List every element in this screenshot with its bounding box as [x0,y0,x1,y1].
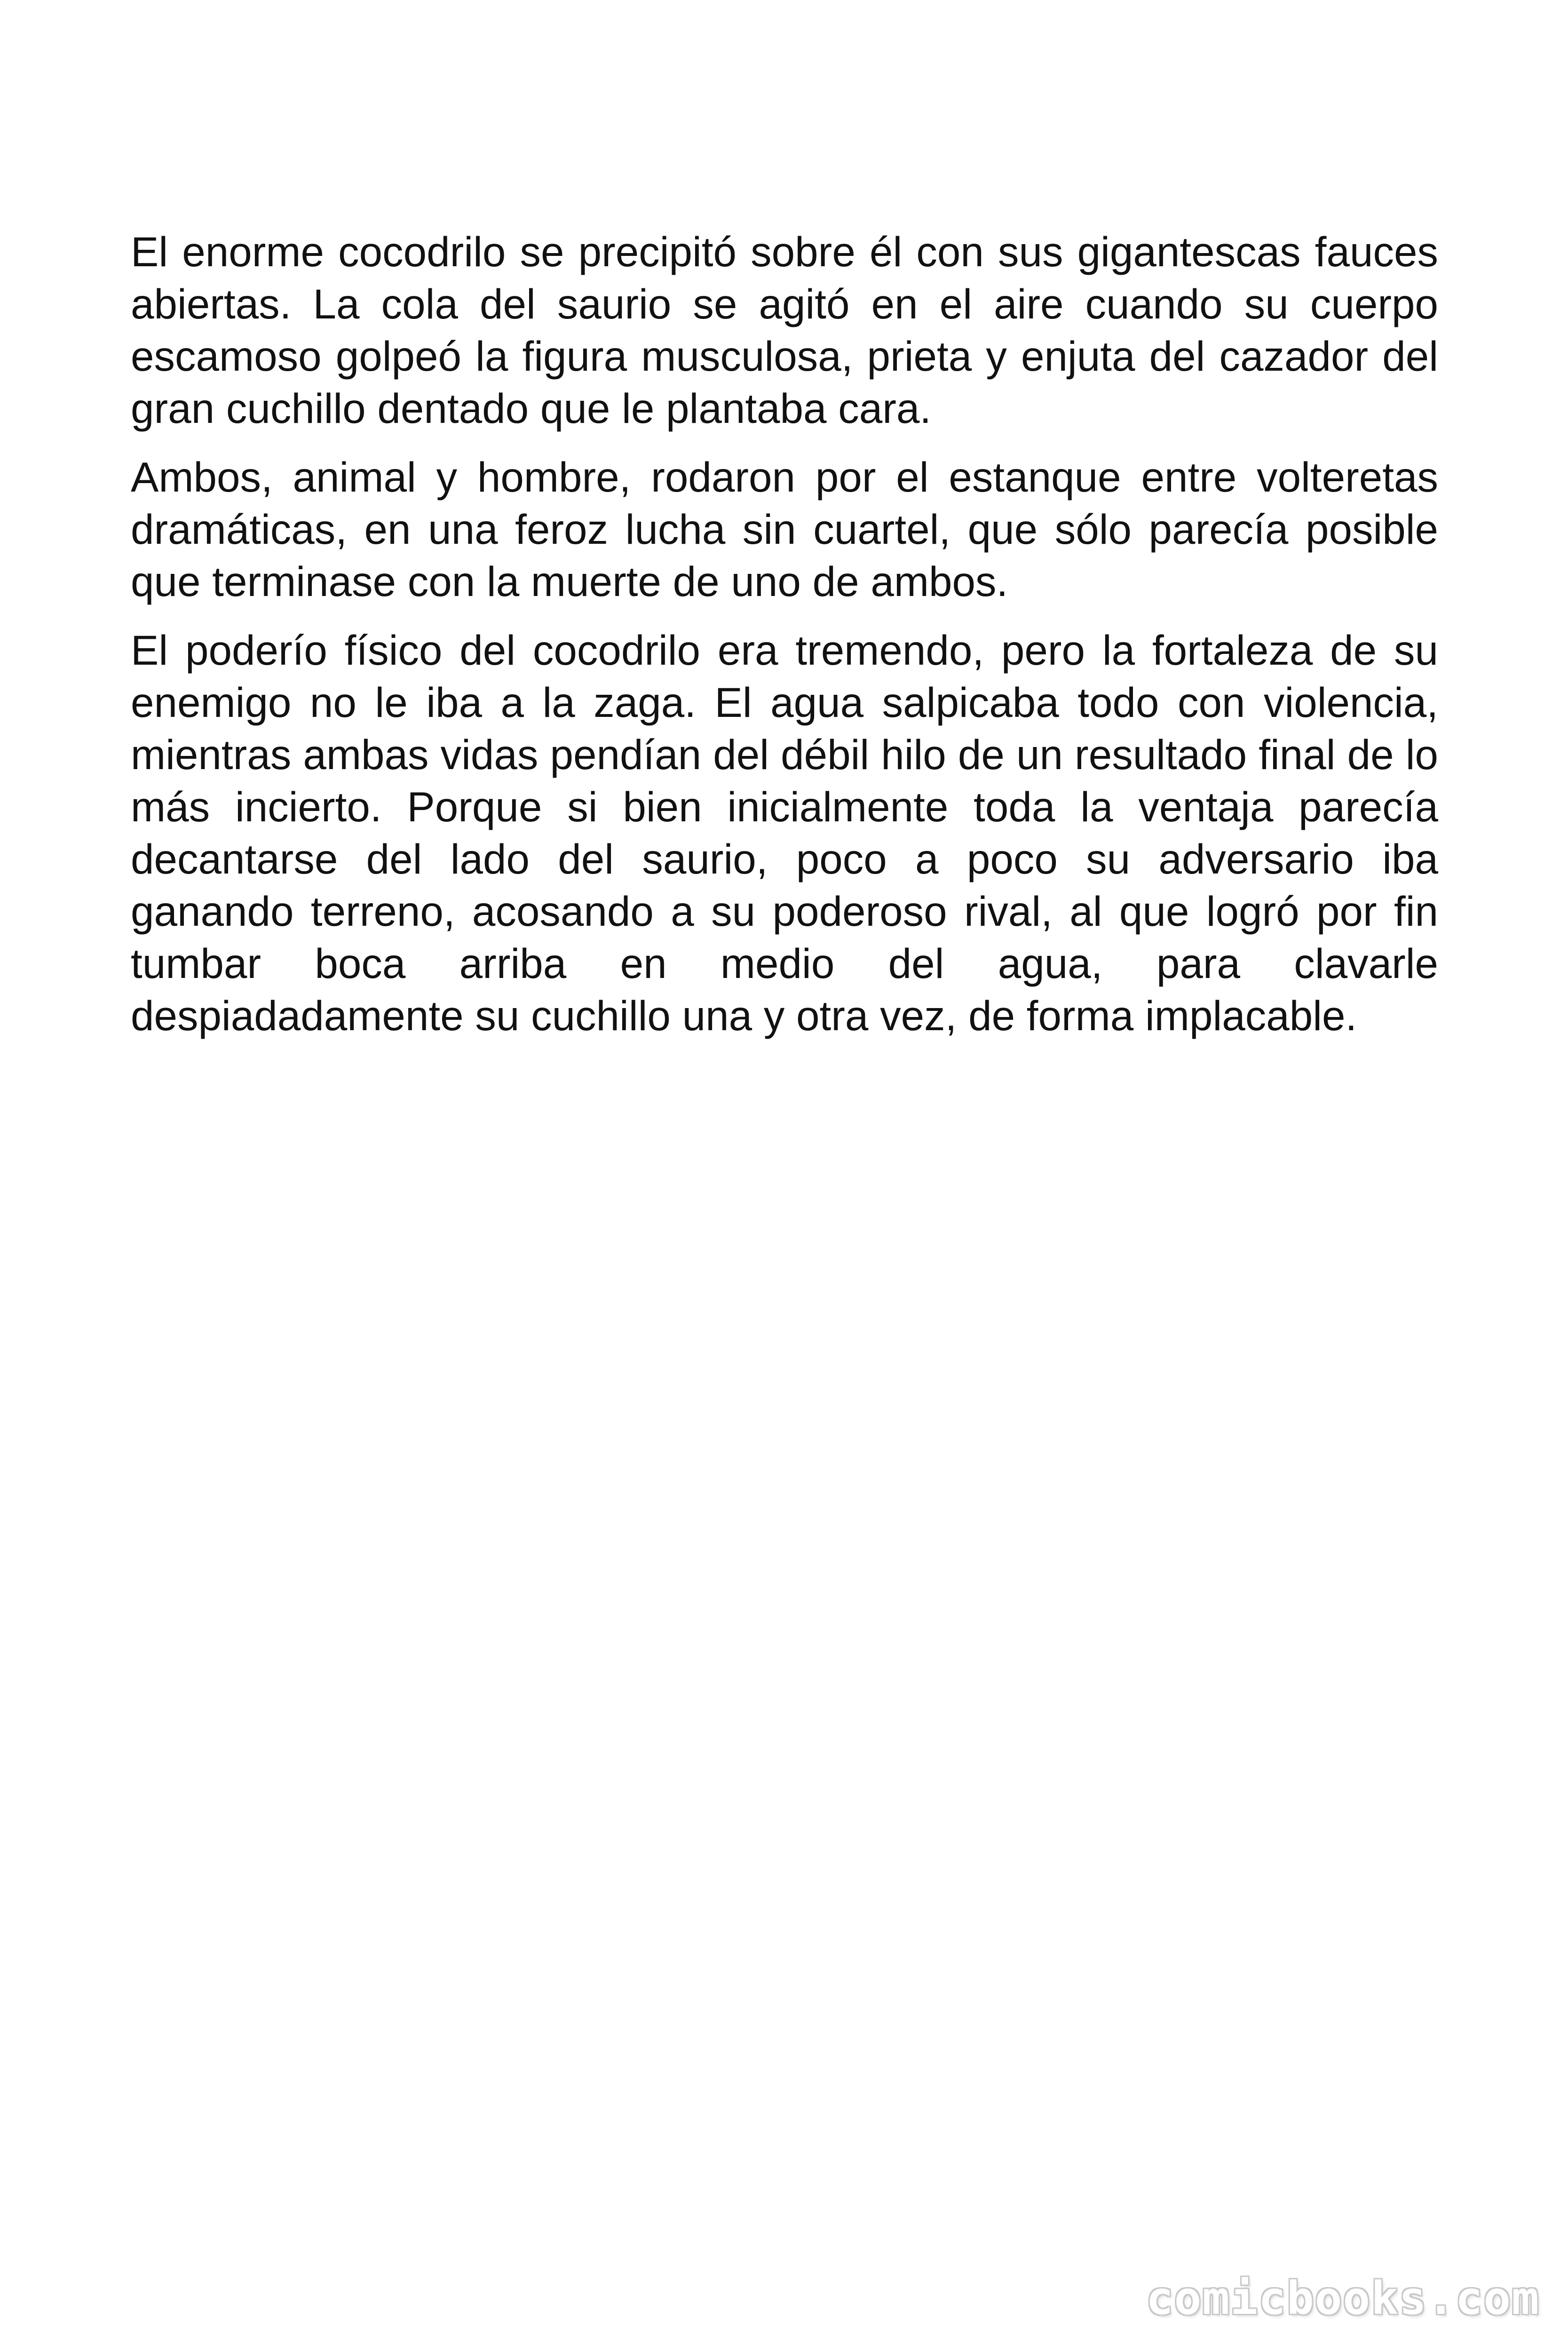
paragraph-1: El enorme cocodrilo se precipitó sobre él con sus gigantescas fauces abiertas. La cola del saurio se agitó en el aire cuando su cuerpo escamoso golpeó la figura musculosa, prieta y enjuta del cazador del gran cuchillo dentado que le plantaba cara. [131,228,1438,432]
watermark-logo: comicbooks.com [1146,2272,1540,2325]
paragraph-3: El poderío físico del cocodrilo era tremendo, pero la fortaleza de su enemigo no le iba a la zaga. El agua salpicaba todo con violencia, mientras ambas vidas pendían del débil hilo de un resultado final de lo más incierto. Porque si bien inicialmente toda la ventaja parecía decantarse del lado del saurio, poco a poco su adversario iba ganando terreno, acosando a su poderoso rival, al que logró por fin tumbar boca arriba en medio del agua, para clavarle despiadadamente su cuchillo una y otra vez, de forma implacable. [131,627,1438,1039]
body-text [131,226,1438,1058]
paragraph-2: Ambos, animal y hombre, rodaron por el estanque entre volteretas dramáticas, en una feroz lucha sin cuartel, que sólo parecía posible que terminase con la muerte de uno de ambos. [131,453,1438,605]
